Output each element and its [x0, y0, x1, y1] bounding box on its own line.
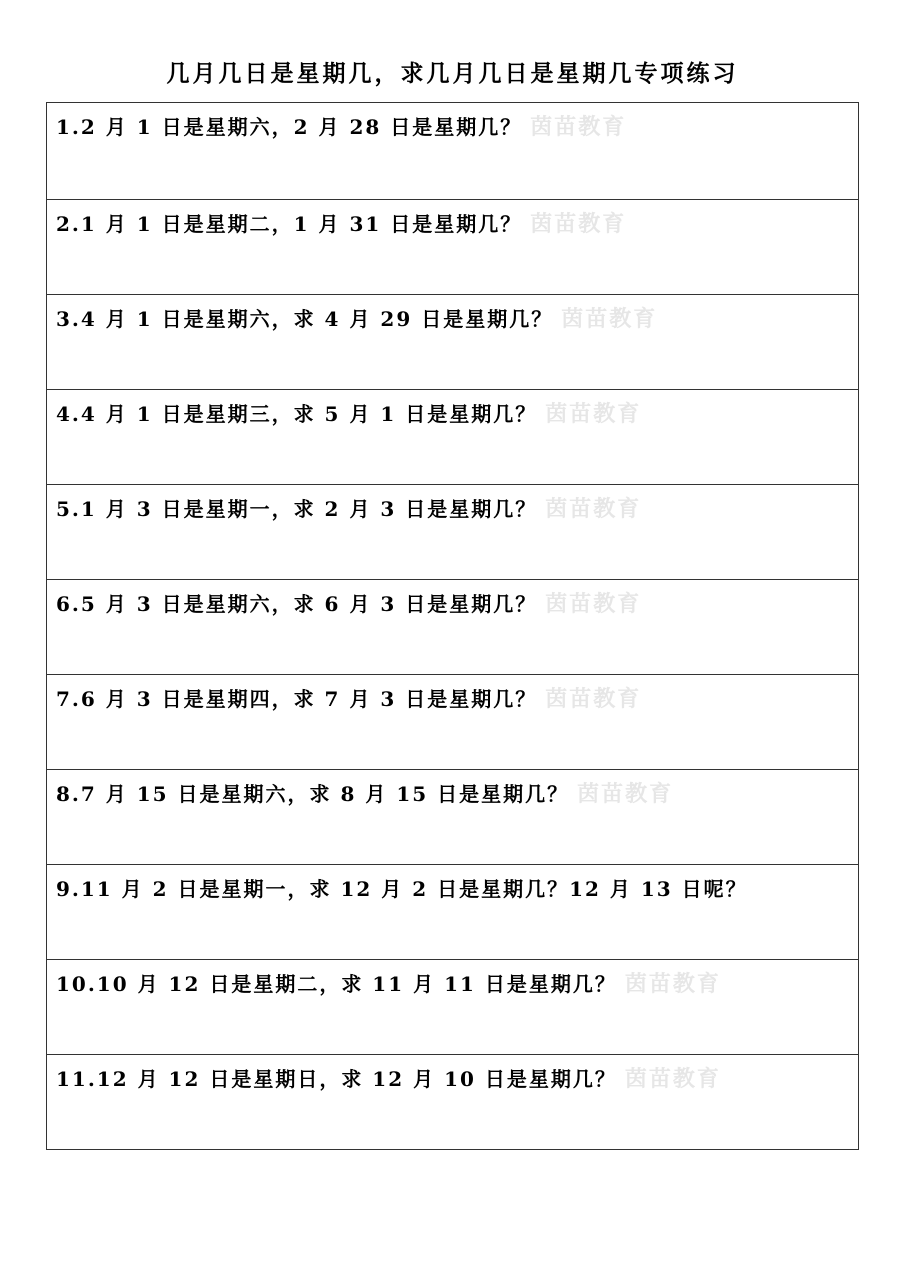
question-row: [47, 674, 858, 769]
page-title: 几月几日是星期几，求几月几日是星期几专项练习: [166, 60, 739, 87]
question-text: 3.4 月 1 日是星期六，求 4 月 29 日是星期几？: [56, 307, 554, 331]
question-row: [47, 769, 858, 864]
question-row: [47, 103, 858, 199]
question-text: 9.11 月 2 日是星期一，求 12 月 2 日是星期几？12 月 13 日呢？: [56, 877, 748, 901]
question-row: [47, 389, 858, 484]
question-text: 2.1 月 1 日是星期二，1 月 31 日是星期几？: [56, 212, 523, 236]
question-text: 4.4 月 1 日是星期三，求 5 月 1 日是星期几？: [56, 402, 538, 426]
question-text: 6.5 月 3 日是星期六，求 6 月 3 日是星期几？: [56, 592, 538, 616]
watermark: 茵苗教育: [624, 1066, 721, 1092]
question-text: 5.1 月 3 日是星期一，求 2 月 3 日是星期几？: [56, 497, 538, 521]
watermark: 茵苗教育: [561, 306, 658, 332]
question-row: [47, 864, 858, 959]
question-table: [46, 102, 859, 1150]
watermark: 茵苗教育: [545, 686, 642, 712]
watermark: 茵苗教育: [530, 211, 627, 237]
watermark: 茵苗教育: [545, 591, 642, 617]
question-row: [47, 199, 858, 294]
question-text: 10.10 月 12 日是星期二，求 11 月 11 日是星期几？: [56, 972, 617, 996]
watermark: 茵苗教育: [577, 781, 674, 807]
question-row: [47, 959, 858, 1054]
question-text: 8.7 月 15 日是星期六，求 8 月 15 日是星期几？: [56, 782, 570, 806]
question-text: 11.12 月 12 日是星期日，求 12 月 10 日是星期几？: [56, 1067, 617, 1091]
question-row: [47, 484, 858, 579]
watermark: 茵苗教育: [530, 114, 627, 140]
question-row: [47, 1054, 858, 1149]
question-text: 1.2 月 1 日是星期六，2 月 28 日是星期几？: [56, 115, 523, 139]
watermark: 茵苗教育: [624, 971, 721, 997]
question-row: [47, 579, 858, 674]
watermark: 茵苗教育: [545, 496, 642, 522]
watermark: 茵苗教育: [545, 401, 642, 427]
question-row: [47, 294, 858, 389]
question-text: 7.6 月 3 日是星期四，求 7 月 3 日是星期几？: [56, 687, 538, 711]
